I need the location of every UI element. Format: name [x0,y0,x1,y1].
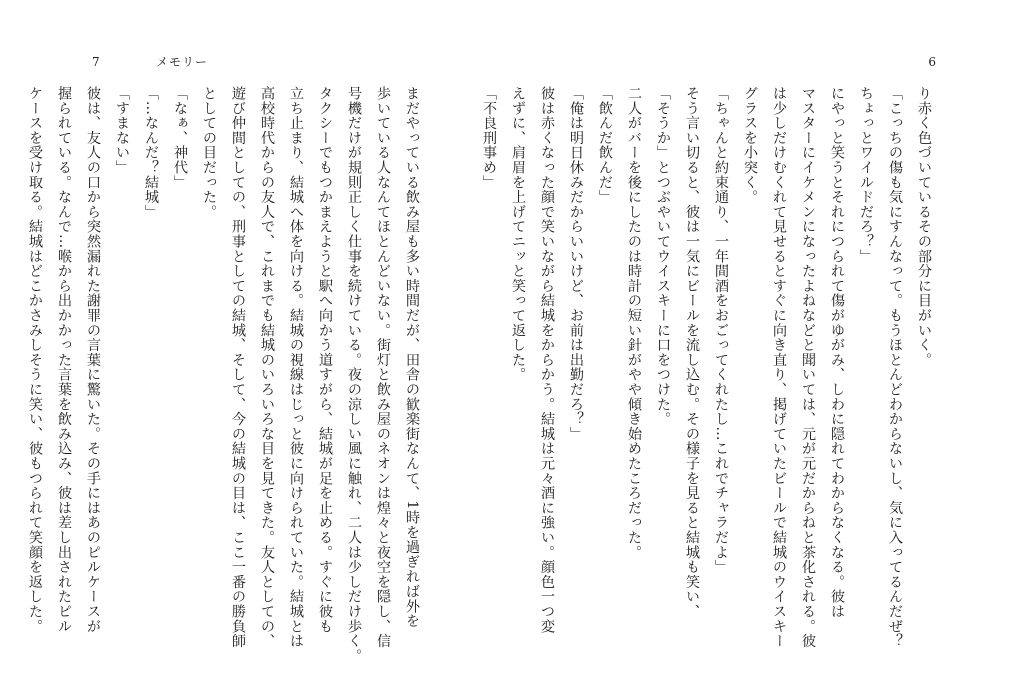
left-page-body [27,86,426,664]
text-line: 「飲んだ飲んだ」 [597,86,613,205]
text-line: は少しだけむくれて見せるとすぐに向き直り、掲げていたビールで結城のウイスキー [771,86,787,649]
text-line: にやっと笑うとそれにつられて傷がゆがみ、しわに隠れてわからなくなる。彼は [829,86,845,619]
text-line: 「すまない」 [114,86,130,175]
page-number-right: 6 [928,55,936,69]
text-line: ケースを受け取る。結城はどこかさみしそうに笑い、彼もつられて笑顔を返した。 [27,86,43,634]
text-line: えずに、肩眉を上げてニッと笑って返した。 [510,86,526,382]
text-line: 高校時代からの友人で、これまでも結城のいろいろな目を見てきた。友人としての、 [259,86,275,649]
text-line: タクシーでもつかまえようと駅へ向かう道すがら、結城が足を止める。すぐに彼も [317,86,333,634]
text-line: 「…なんだ？結城」 [143,86,159,220]
text-line: 号機だけが規則正しく仕事を続けている。夜の涼しい風に触れ、二人は少しだけ歩く。 [346,86,362,664]
text-line: 二人がバーを後にしたのは時計の短い針がやや傾き始めたころだった。 [626,86,642,560]
right-page-body [481,86,938,649]
page-number-left: 7 [92,55,100,69]
text-line: 彼は、友人の口から突然漏れた謝罪の言葉に驚いた。その手にはあのピルケースが [85,86,101,634]
text-line: 「俺は明日休みだからいいけど、お前は出勤だろ？」 [568,86,584,442]
running-head: メモリー [156,55,209,69]
text-line: 歩いている人なんてほとんどいない。街灯と飲み屋のネオンは煌々と夜空を隠し、信 [375,86,391,649]
text-line: としての目だった。 [201,86,217,220]
text-line: マスターにイケメンになったよねなどと聞いては、元が元だからねと茶化される。彼 [800,86,816,649]
text-line: 「そうか」とつぶやいてウイスキーに口をつけた。 [655,86,671,427]
text-line: 「なぁ、神代」 [172,86,188,190]
right-page [481,0,1024,684]
text-line: 「ちゃんと約束通り、一年間酒をおごってくれたし…これでチャラだよ」 [713,86,729,575]
text-line: ちょっとワイルドだろ？」 [858,86,874,264]
text-line: 遊び仲間としての、刑事としての結城、そして、今の結城の目は、ここ一番の勝負師 [230,86,246,649]
text-line: 握られている。なんで…喉から出かかった言葉を飲み込み、彼は差し出されたピル [56,86,72,634]
text-line: 「不良刑事め」 [481,86,497,190]
text-line: グラスを小突く。 [742,86,758,205]
text-line: そう言い切ると、彼は一気にビールを流し込む。その様子を見ると結城も笑い、 [684,86,700,619]
text-line: 立ち止まり、結城へ体を向ける。結城の視線はじっと彼に向けられていた。結城とは [288,86,304,649]
text-line: 彼は赤くなった顔で笑いながら結城をからかう。結城は元々酒に強い。顔色一つ変 [539,86,555,634]
text-line: 「こっちの傷も気にすんなって。もうほとんどわからないし、気に入ってるんだぜ？ [887,86,903,649]
text-line: まだやっている飲み屋も多い時間だが、田舎の歓楽街なんて、1時を過ぎれば外を [404,86,420,629]
text-line: り赤く色づいているその部分に目がいく。 [916,86,932,368]
